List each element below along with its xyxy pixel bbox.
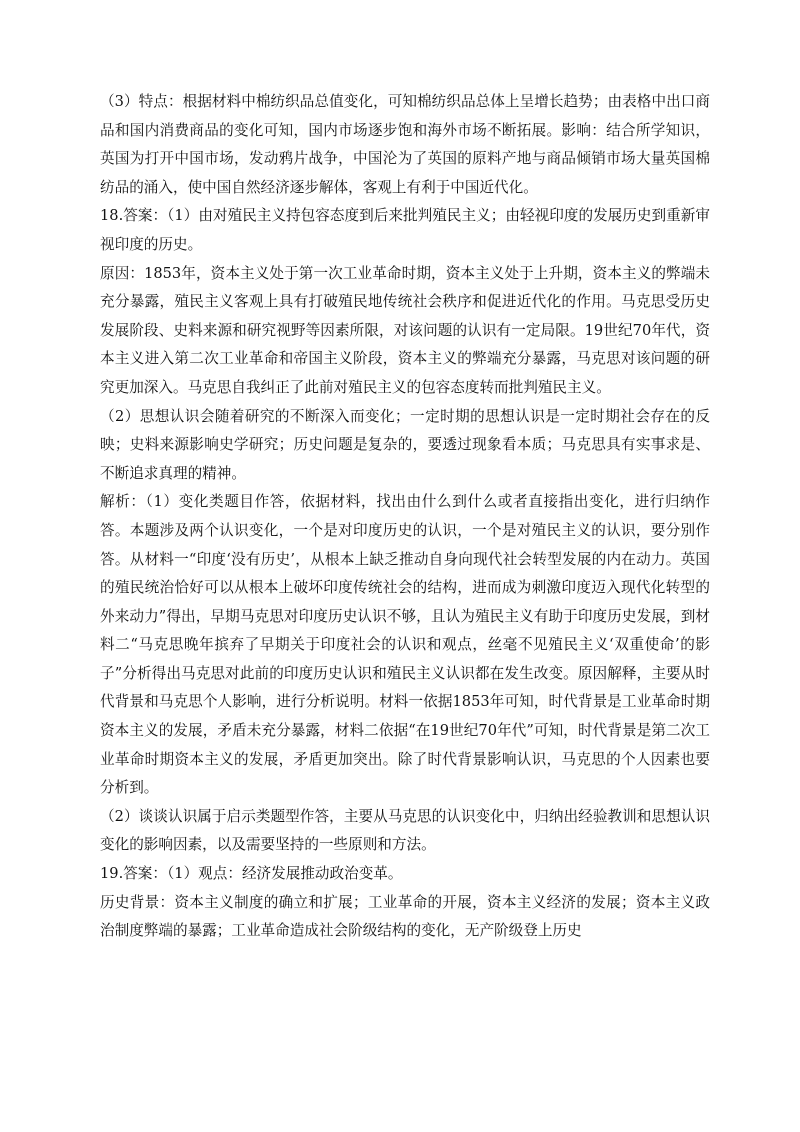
paragraph-q18-analysis-2: （2）谈谈认识属于启示类题型作答，主要从马克思的认识变化中，归纳出经验教训和思想认识变化的影响因素，以及需要坚持的一些原则和方法。 — [100, 807, 710, 854]
paragraph-q18-answer: 18.答案：（1）由对殖民主义持包容态度到后来批判殖民主义；由轻视印度的发展历史到重新审视印度的历史。 — [100, 207, 710, 253]
paragraph-q18-answer-2: （2）思想认识会随着研究的不断深入而变化；一定时期的思想认识是一定时期社会存在的反映；史料来源影响史学研究；历史问题是复杂的，要透过现象看本质；马克思具有实事求是、不断追求真理的精神。 — [100, 407, 710, 482]
paragraph-q18-analysis-1: 解析：（1）变化类题目作答，依据材料，找出由什么到什么或者直接指出变化，进行归纳作答。本题涉及两个认识变化，一个是对印度历史的认识，一个是对殖民主义的认识，要分别作答。从材料一“印度‘没有历史’，从根本上缺乏推动自身向现代社会转型发展的内在动力。英国的殖民统治恰好可以从根本上破坏印度传统社会的结构，进而成为刺激印度迈入现代化转型的外来动力”得出，早期马克思对印度历史认识不够，且认为殖民主义有助于印度历史发展，到材料二“马克思晚年摈弃了早期关于印度社会的认识和观点，丝毫不见殖民主义‘双重使命’的影子”分析得出马克思对此前的印度历史认识和殖民主义认识都在发生改变。原因解释，主要从时代背景和马克思个人影响，进行分析说明。材料一依据1853年可知，时代背景是工业革命时期资本主义的发展，矛盾未充分暴露，材料二依据“在19世纪70年代”可知，时代背景是第二次工业革命时期资本主义的发展，矛盾更加突出。除了时代背景影响认识，马克思的个人因素也要分析到。 — [100, 493, 710, 797]
document-page — [100, 88, 710, 946]
paragraph-q19-answer: 19.答案：（1）观点：经济发展推动政治变革。 — [100, 865, 403, 883]
paragraph-q18-reason: 原因：1853年，资本主义处于第一次工业革命时期，资本主义处于上升期，资本主义的弊端未充分暴露，殖民主义客观上具有打破殖民地传统社会秩序和促进近代化的作用。马克思受历史发展阶段、史料来源和研究视野等因素所限，对该问题的认识有一定局限。19世纪70年代，资本主义进入第二次工业革命和帝国主义阶段，资本主义的弊端充分暴露，马克思对该问题的研究更加深入。马克思自我纠正了此前对殖民主义的包容态度转而批判殖民主义。 — [100, 264, 710, 396]
paragraph-q17-3: （3）特点：根据材料中棉纺织品总值变化，可知棉纺织品总体上呈增长趋势；由表格中出口商品和国内消费商品的变化可知，国内市场逐步饱和海外市场不断拓展。影响：结合所学知识，英国为打开中国市场，发动鸦片战争，中国沦为了英国的原料产地与商品倾销市场大量英国棉纺品的涌入，使中国自然经济逐步解体，客观上有利于中国近代化。 — [100, 93, 710, 196]
paragraph-q19-background: 历史背景：资本主义制度的确立和扩展；工业革命的开展，资本主义经济的发展；资本主义政治制度弊端的暴露；工业革命造成社会阶级结构的变化，无产阶级登上历史 — [100, 893, 710, 940]
